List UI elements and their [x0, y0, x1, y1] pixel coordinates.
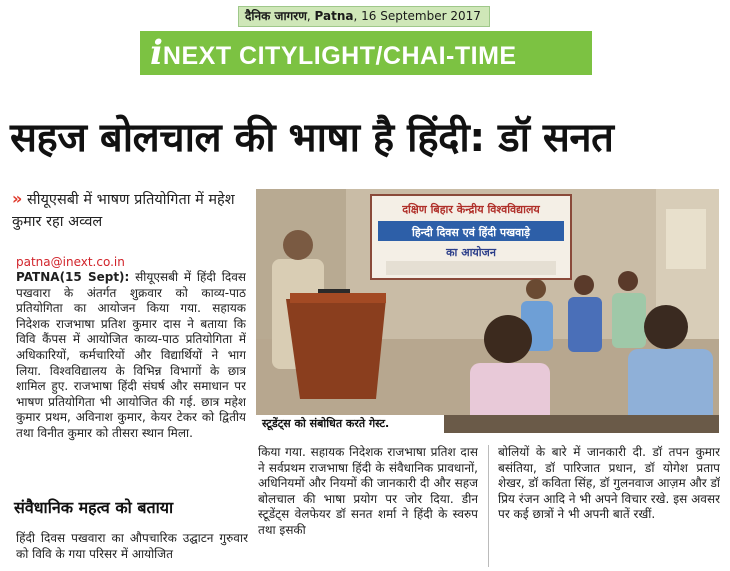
masthead-paper: दैनिक जागरण [245, 9, 307, 23]
article-column-3: बोलियों के बारे में जानकारी दी. डॉ तपन कुमार बसंतिया, डॉ पारिजात प्रधान, डॉ योगेश प्रताप शेखर, डॉ कविता सिंह, डॉ गुलनवाज आज़म और डॉ प्रिय रंजन आदि ने भी अपने विचार रखे. इस अवसर पर कई छात्रों ने भी अपनी बातें रखीं. [498, 445, 720, 522]
subheading: संवैधानिक महत्व को बताया [14, 498, 174, 517]
article-column-1-continued: हिंदी दिवस पखवारा का औपचारिक उद्घाटन गुरुवार को विवि के गया परिसर में आयोजित [16, 531, 248, 561]
event-photo [256, 189, 719, 433]
banner-line-3: का आयोजन [446, 246, 496, 259]
chevron-icon: » [12, 189, 23, 208]
author-email[interactable]: patna@inext.co.in [16, 255, 125, 269]
section-title: NEXT CITYLIGHT/CHAI-TIME [162, 42, 517, 70]
column-divider [488, 445, 489, 567]
banner-line-2: हिन्दी दिवस एवं हिंदी पखवाड़े [411, 226, 531, 239]
subhead-text: सीयूएसबी में भाषण प्रतियोगिता में महेश कुमार रहा अव्वल [12, 192, 235, 230]
article-column-2: किया गया. सहायक निदेशक राजभाषा प्रतिश दास ने सर्वप्रथम राजभाषा हिंदी के संवैधानिक प्रावधानों, अधिनियमों और नियमों की जानकारी दी और सहज बोलचाल की भाषा प्रयोग पर जोर दिया. डीन स्टूडेंट्स वेलफेयर डॉ सनत शर्मा ने हिंदी के स्वरुप तथा इसकी [258, 445, 478, 537]
headline: सहज बोलचाल की भाषा है हिंदी: डॉ सनत [10, 115, 614, 161]
masthead-date: 16 September 2017 [361, 9, 481, 23]
subhead [12, 188, 250, 233]
article-column-1 [16, 270, 246, 490]
column-1-text: सीयूएसबी में हिंदी दिवस पखवारा के अंतर्गत शुक्रवार को काव्य-पाठ प्रतियोगिता का आयोजन किया गया. सहायक निदेशक राजभाषा प्रतिश कुमार दास ने बताया कि विवि कैंपस में आयोजित काव्य-पाठ प्रतियोगिता में अधिकारियों, कर्मचारियों और विद्यार्थियों ने भाग लिया. विश्वविद्यालय के विभिन्न विभागों के छात्र शामिल हुए. राजभाषा हिंदी संघर्ष और समाधान पर भाषण प्रतियोगिता भी आयोजित की गई. छात्र महेश कुमार प्रथम, अविनाश कुमार, केयर टेकर को द्वितीय तथा विनीत कुमार को तीसरा स्थान मिला. [16, 270, 246, 440]
photo-illustration [256, 189, 719, 433]
masthead: दैनिक जागरण, Patna, 16 September 2017 [238, 6, 490, 27]
masthead-city: Patna [314, 9, 354, 23]
photo-caption: स्टूडेंट्स को संबोधित करते गेस्ट. [256, 415, 444, 433]
banner-line-1: दक्षिण बिहार केन्द्रीय विश्वविद्यालय [402, 203, 540, 216]
section-banner [140, 31, 592, 75]
dateline: PATNA(15 Sept): [16, 270, 130, 284]
section-logo-letter: i [150, 33, 163, 73]
